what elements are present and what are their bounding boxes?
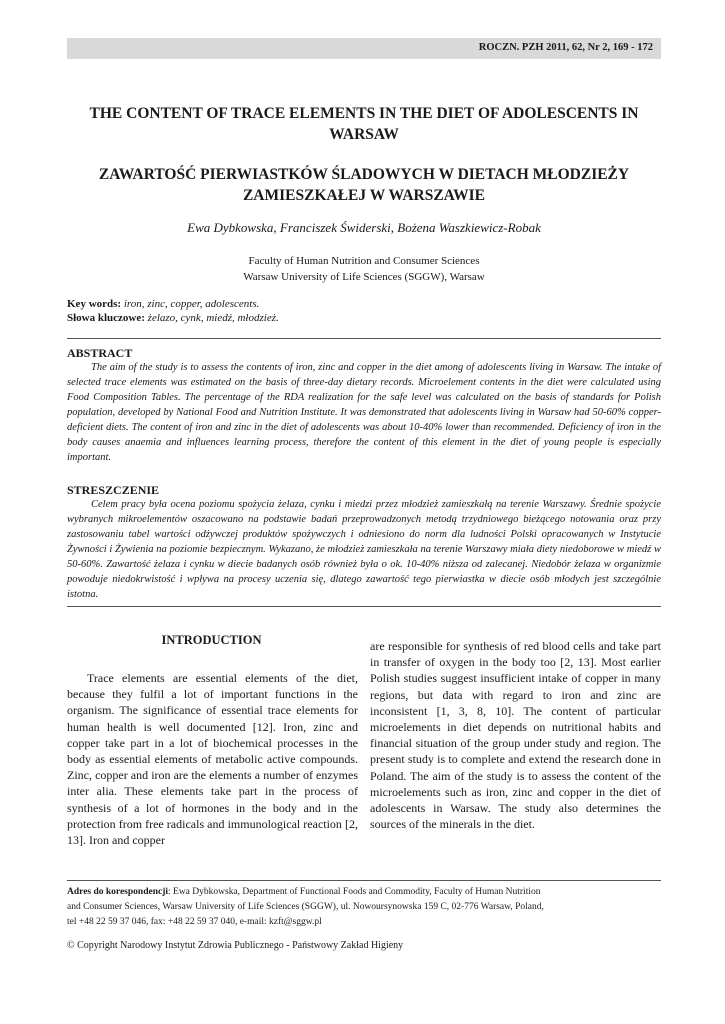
footnote-divider xyxy=(67,880,661,881)
slowa-kluczowe-label: Słowa kluczowe: xyxy=(67,312,145,324)
introduction-paragraph-continued: are responsible for synthesis of red blood cells and take part in transfer of oxygen in the body too [2, 13]. Most earlier Polish studies suggest insufficient intake of copper in many regions, but data with regard to iron and zinc are inconsistent [1, 3, 8, 10]. The content of particular microelements in diet depends on nutritional habits and financial situation of the group under study and region. The present study is to complete and extend the research done in Poland. The aim of the study is to assess the content of the microelements such as iron, zinc and copper in the diet of adolescents in Warsaw. The study also determines the sources of the minerals in the diet. xyxy=(370,639,661,832)
keywords-value: iron, zinc, copper, adolescents. xyxy=(123,298,260,310)
copyright: © Copyright Narodowy Instytut Zdrowia Publicznego - Państwowy Zakład Higieny xyxy=(67,940,404,951)
keywords-block xyxy=(67,297,661,325)
correspondence-line: : Ewa Dybkowska, Department of Functional Foods and Commodity, Faculty of Human Nutrition xyxy=(168,887,541,897)
correspondence-contact: tel +48 22 59 37 046, fax: +48 22 59 37 040, e-mail: kzft@sggw.pl xyxy=(67,917,322,927)
keywords-english xyxy=(67,297,661,311)
divider xyxy=(67,338,661,339)
abstract-text: The aim of the study is to assess the contents of iron, zinc and copper in the diet among of adolescents living in Warsaw. The intake of selected trace elements was estimated on the basis of three-day dietary records. Microelement contents in the diet were calculated using Food Composition Tables. The percentage of the RDA realization for the safe level was calculated on the basis of standards for Polish population, developed by National Food and Nutrition Institute. It was demonstrated that adolescents living in Warsaw had 50-60% copper-deficient diets. The content of iron and zinc in the diet of adolescents was about 10-40% lower than recommended. Deficiency of iron in the body causes anaemia and influences learning process, therefore the content of this element in the diet of young people is especially important. xyxy=(67,362,661,463)
article-title-english: THE CONTENT OF TRACE ELEMENTS IN THE DIET OF ADOLESCENTS IN WARSAW xyxy=(89,105,639,143)
affiliation xyxy=(67,253,661,285)
journal-header-bar xyxy=(67,38,661,59)
authors: Ewa Dybkowska, Franciszek Świderski, Bożena Waszkiewicz-Robak xyxy=(187,220,541,235)
article-title-polish: ZAWARTOŚĆ PIERWIASTKÓW ŚLADOWYCH W DIETACH MŁODZIEŻY ZAMIESZKAŁEJ W WARSZAWIE xyxy=(98,166,630,204)
affiliation-faculty: Faculty of Human Nutrition and Consumer Sciences xyxy=(248,255,480,267)
keywords-label: Key words: xyxy=(67,298,122,310)
introduction-right-column xyxy=(370,638,661,832)
correspondence-label: Adres do korespondencji xyxy=(67,887,168,897)
introduction-heading: INTRODUCTION xyxy=(161,633,262,647)
correspondence-footnote xyxy=(67,885,661,930)
correspondence-line: and Consumer Sciences, Warsaw University of Life Sciences (SGGW), ul. Nowoursynowska 159 C, 02-776 Warsaw, Poland, xyxy=(67,902,544,912)
slowa-kluczowe-value: żelazo, cynk, miedź, młodzież. xyxy=(147,312,279,324)
affiliation-university: Warsaw University of Life Sciences (SGGW), Warsaw xyxy=(243,271,485,283)
abstract-heading: ABSTRACT xyxy=(67,346,133,360)
keywords-polish xyxy=(67,311,661,325)
journal-reference: ROCZN. PZH 2011, 62, Nr 2, 169 - 172 xyxy=(478,42,653,53)
divider xyxy=(67,606,661,607)
streszczenie-heading: STRESZCZENIE xyxy=(67,483,160,497)
introduction-paragraph: Trace elements are essential elements of the diet, because they fulfil a lot of important functions in the organism. The significance of essential trace elements for human health is well documented [12]. Iron, zinc and copper take part in a lot of biochemical processes in the body as essential elements of metabolic active compounds. Zinc, copper and iron are the elements a number of enzymes inter alia. These elements take part in the process of synthesis of a lot of hormones in the body and in the protection from free radicals and immunological reaction [2, 13]. Iron and copper xyxy=(67,671,358,848)
introduction-left-column xyxy=(67,670,358,848)
streszczenie-text: Celem pracy była ocena poziomu spożycia żelaza, cynku i miedzi przez młodzież zamieszkałą na terenie Warszawy. Średnie spożycie wybranych mikroelementów oszacowano na podstawie badań przeprowadzonych metodą trzydniowego bieżącego notowania oraz przy zastosowaniu tabel wartości odżywczej produktów spożywczych i odniesiono do norm dla ludności Polski opracowanych w Instytucie Żywności i Żywienia na poziomie bezpiecznym. Wykazano, że młodzież zamieszkała na terenie Warszawy miała diety niedoborowe w miedź w 50-60%. Zawartość żelaza i cynku w diecie badanych osób również była o ok. 10-40% niższa od zalecanej. Niedobór żelaza w organizmie powoduje niedokrwistość i wpływa na procesy uczenia się, dlatego zawartość tego pierwiastka w diecie osób młodych jest szczególnie istotna. xyxy=(67,499,661,600)
